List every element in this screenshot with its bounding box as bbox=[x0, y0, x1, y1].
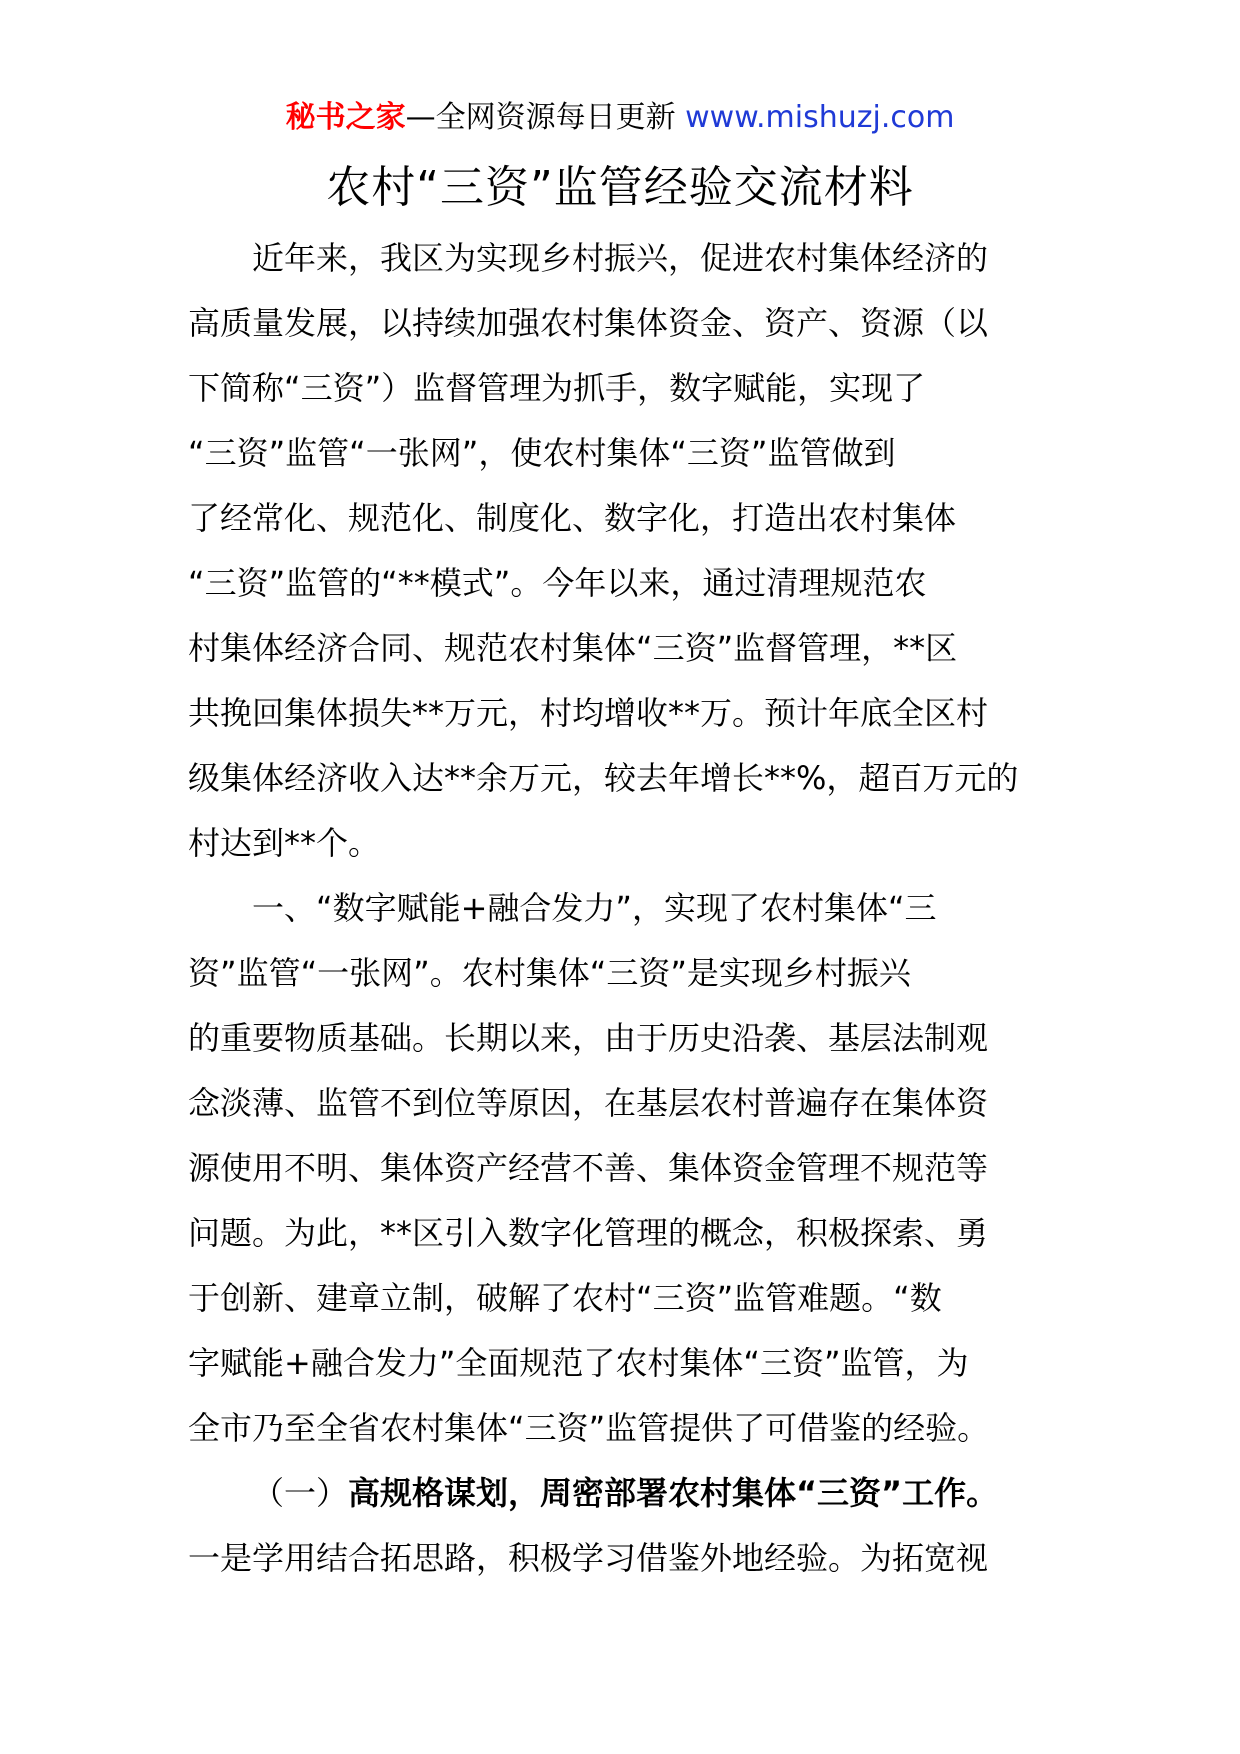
section-heading-line: 一、“数字赋能+融合发力”，实现了农村集体“三 bbox=[252, 889, 937, 927]
text-line: 资”监管“一张网”。农村集体“三资”是实现乡村振兴 bbox=[188, 954, 911, 992]
text-line: 共挽回集体损失**万元，村均增收**万。预计年底全区村 bbox=[188, 694, 989, 732]
text-line: 的重要物质基础。长期以来，由于历史沿袭、基层法制观 bbox=[188, 1019, 989, 1057]
text-line: 村达到**个。 bbox=[188, 824, 381, 862]
text-line: 近年来，我区为实现乡村振兴，促进农村集体经济的 bbox=[252, 239, 989, 277]
text-line: “三资”监管的“**模式”。今年以来，通过清理规范农 bbox=[188, 564, 927, 602]
text-line: 一是学用结合拓思路，积极学习借鉴外地经验。为拓宽视 bbox=[188, 1539, 989, 1577]
site-banner bbox=[0, 98, 1240, 138]
text-line: 于创新、建章立制，破解了农村“三资”监管难题。“数 bbox=[188, 1279, 942, 1317]
text-line: 高质量发展，以持续加强农村集体资金、资产、资源（以 bbox=[188, 304, 989, 342]
document-title: 农村“三资”监管经验交流材料 bbox=[326, 162, 914, 213]
site-url-link[interactable]: www.mishuzj.com bbox=[685, 100, 955, 135]
text-line: 全市乃至全省农村集体“三资”监管提供了可借鉴的经验。 bbox=[188, 1409, 990, 1447]
text-line: 了经常化、规范化、制度化、数字化，打造出农村集体 bbox=[188, 499, 957, 537]
subsection-heading-text: 高规格谋划，周密部署农村集体“三资”工作。 bbox=[348, 1474, 999, 1512]
subsection-prefix: （一） bbox=[252, 1474, 349, 1512]
text-line: 念淡薄、监管不到位等原因，在基层农村普遍存在集体资 bbox=[188, 1084, 989, 1122]
document-body bbox=[188, 226, 1058, 1591]
text-line: 村集体经济合同、规范农村集体“三资”监督管理，**区 bbox=[188, 629, 958, 667]
banner-slogan: —全网资源每日更新 bbox=[405, 100, 676, 135]
subsection-heading bbox=[188, 1461, 1058, 1526]
text-line: “三资”监管“一张网”，使农村集体“三资”监管做到 bbox=[188, 434, 896, 472]
text-line: 源使用不明、集体资产经营不善、集体资金管理不规范等 bbox=[188, 1149, 989, 1187]
text-line: 级集体经济收入达**余万元，较去年增长**%，超百万元的 bbox=[188, 759, 1019, 797]
text-line: 字赋能+融合发力”全面规范了农村集体“三资”监管，为 bbox=[188, 1344, 969, 1382]
text-line: 下简称“三资”）监督管理为抓手，数字赋能，实现了 bbox=[188, 369, 926, 407]
brand-name: 秘书之家 bbox=[285, 100, 406, 135]
text-line: 问题。为此，**区引入数字化管理的概念，积极探索、勇 bbox=[188, 1214, 989, 1252]
